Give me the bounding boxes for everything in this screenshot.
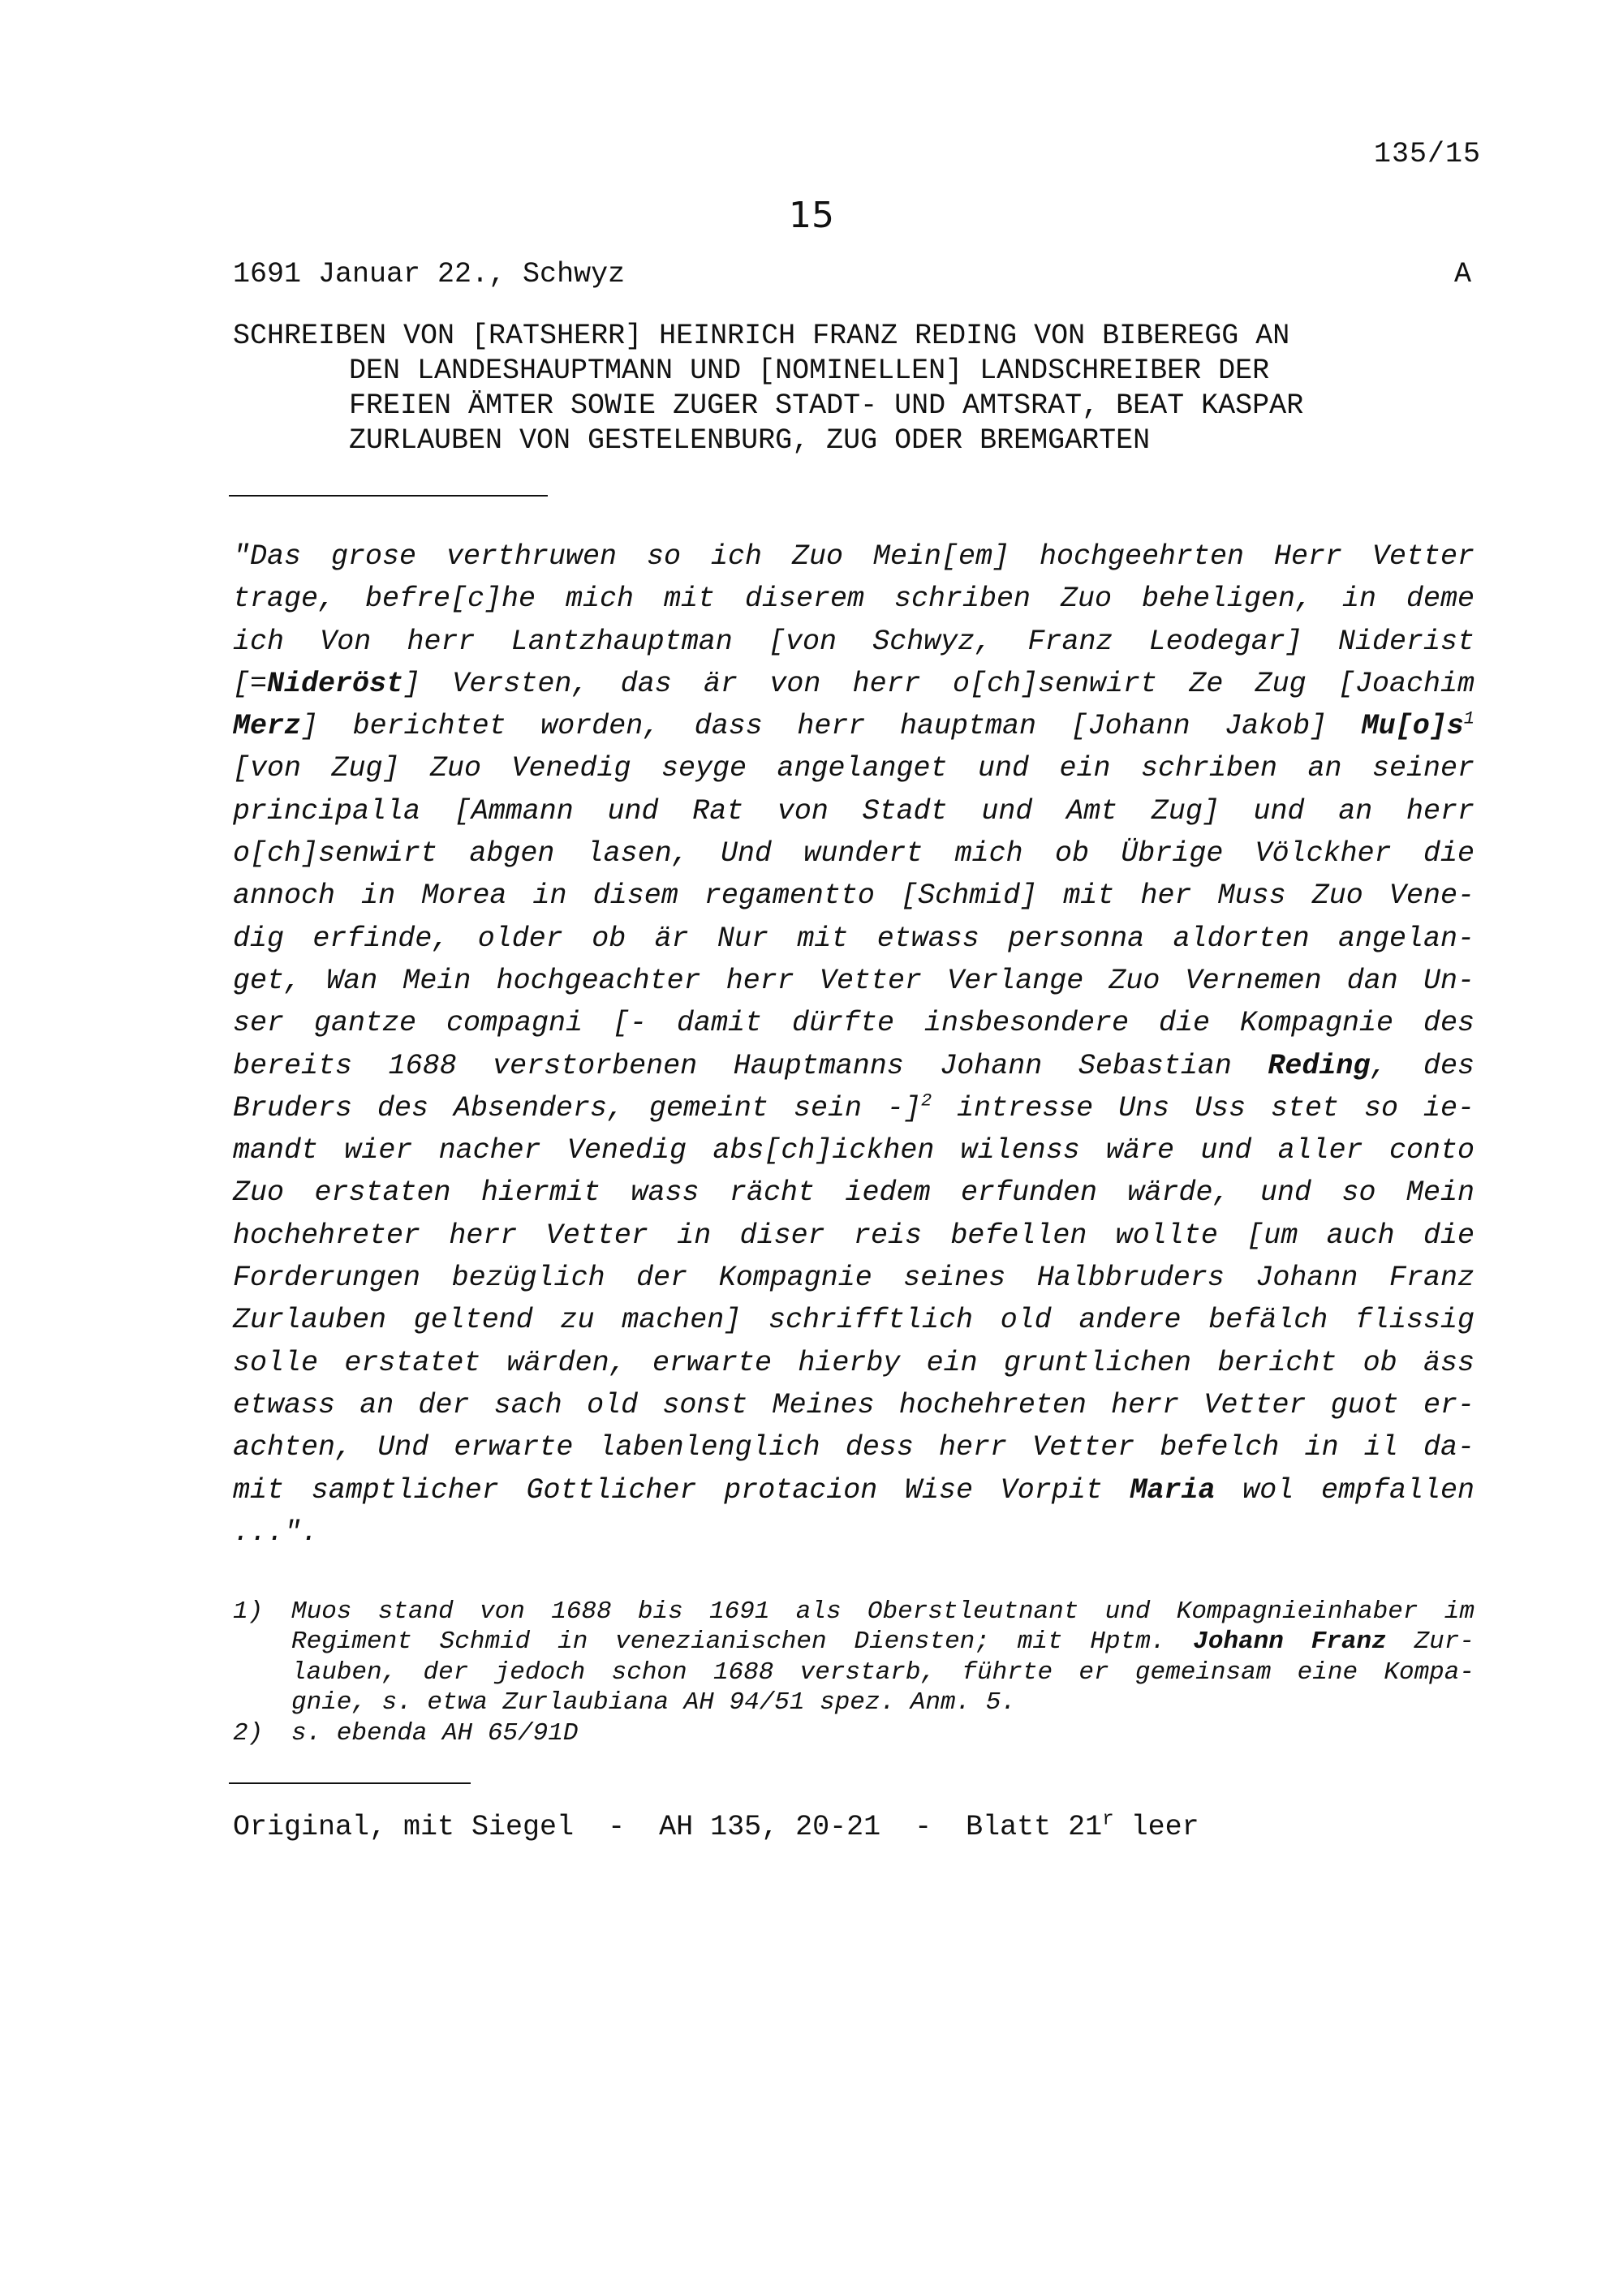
bold-name: Reding [1268,1049,1371,1082]
text-run: , des [1370,1049,1474,1082]
footnote-1-line: lauben, der jedoch schon 1688 verstarb, führte er gemeinsam eine Kompa- [291,1658,1474,1687]
superscript: r [1102,1808,1114,1831]
footnote-1-line [233,1597,1474,1627]
text-line: hochehreter herr Vetter in diser reis befellen wollte [um auch die [233,1219,1474,1252]
text-line: dig erfinde, older ob är Nur mit etwass personna aldorten angelan- [233,922,1474,955]
text-run: intresse Uns Uss stet so ie- [932,1091,1474,1124]
footnote-marker: 2) [233,1718,264,1748]
text-run: leer [1113,1811,1199,1843]
footnote-2-line [233,1718,1474,1748]
title-line: FREIEN ÄMTER SOWIE ZUGER STADT- UND AMTSRAT, BEAT KASPAR [349,389,1304,422]
text-run: Regiment Schmid in venezianischen Diensten; mit Hptm. [291,1627,1194,1657]
type-letter: A [1453,258,1471,290]
text-run: Zur- [1386,1627,1474,1657]
text-run: Bruders des Absenders, gemeint sein -] [233,1091,921,1124]
document-number: 15 [789,195,834,236]
bold-name: Merz [233,710,302,743]
text-line: trage, befre[c]he mich mit diserem schriben Zuo beheligen, in deme [233,583,1474,616]
bold-name: Maria [1130,1473,1216,1507]
text-line [233,1045,1474,1087]
text-line: [von Zug] Zuo Venedig seyge angelanget und ein schriben an seiner [233,752,1474,785]
text-line [233,705,1474,747]
title-divider [229,495,548,497]
text-line [233,1087,1474,1129]
text-run: Original, mit Siegel - AH 135, 20-21 - Blatt 21 [233,1811,1103,1843]
text-run: [= [233,667,268,700]
text-line: Forderungen bezüglich der Kompagnie seines Halbbruders Johann Franz [233,1262,1474,1295]
footnotes [233,1597,1474,1748]
title-line: DEN LANDESHAUPTMANN UND [NOMINELLEN] LANDSCHREIBER DER [349,355,1270,387]
text-line: annoch in Morea in disem regamentto [Schmid] mit her Muss Zuo Vene- [233,879,1474,913]
text-line [233,1469,1474,1511]
text-run: ] Versten, das är von herr o[ch]senwirt Ze Zug [Joachim [403,667,1474,700]
text-line: ich Von herr Lantzhauptman [von Schwyz, Franz Leodegar] Niderist [233,625,1474,658]
title-line: SCHREIBEN VON [RATSHERR] HEINRICH FRANZ REDING VON BIBEREGG AN [233,320,1290,352]
footnote-1-line: gnie, s. etwa Zurlaubiana AH 94/51 spez. Anm. 5. [291,1688,1016,1718]
text-line: o[ch]senwirt abgen lasen, Und wundert mich ob Übrige Völckher die [233,837,1474,871]
title-line: ZURLAUBEN VON GESTELENBURG, ZUG ODER BREMGARTEN [349,424,1151,457]
text-run: mit samptlicher Gottlicher protacion Wise Vorpit [233,1473,1130,1507]
text-run: ] berichtet worden, dass herr hauptman [Johann Jakob] [301,710,1362,743]
text-line: etwass an der sach old sonst Meines hochehreten herr Vetter guot er- [233,1388,1474,1421]
text-line: Zurlauben geltend zu machen] schrifftlich old andere befälch flissig [233,1304,1474,1337]
footnote-marker: 1) [233,1597,264,1626]
bold-name: Nideröst [267,667,404,700]
text-run: s. ebenda AH 65/91D [291,1718,579,1748]
text-line: ...". [233,1516,319,1549]
text-line: solle erstatet wärden, erwarte hierby ein gruntlichen bericht ob äss [233,1346,1474,1379]
date-place: 1691 Januar 22., Schwyz [233,258,626,290]
bold-name: Mu[o]s [1361,710,1464,743]
text-line [233,663,1474,705]
bold-name: Johann Franz [1193,1627,1387,1657]
footnote-ref: 1 [1463,708,1474,729]
text-line: Zuo erstaten hiermit wass rächt iedem erfunden wärde, und so Mein [233,1176,1474,1210]
text-line: principalla [Ammann und Rat von Stadt und Amt Zug] und an herr [233,794,1474,828]
text-line: achten, Und erwarte labenlenglich dess herr Vetter befelch in il da- [233,1431,1474,1464]
source-note [233,1808,1199,1843]
footnote-1-line [233,1627,1474,1657]
text-run: wol empfallen [1215,1473,1474,1507]
archive-reference: 135/15 [1373,138,1481,170]
document-title [233,319,1499,458]
text-line: ser gantze compagni [- damit dürfte insbesondere die Kompagnie des [233,1007,1474,1040]
text-run: bereits 1688 verstorbenen Hauptmanns Johann Sebastian [233,1049,1268,1082]
footnote-divider [229,1782,471,1784]
text-line: mandt wier nacher Venedig abs[ch]ickhen wilenss wäre und aller conto [233,1134,1474,1167]
text-line: "Das grose verthruwen so ich Zuo Mein[em] hochgeehrten Herr Vetter [233,540,1474,573]
text-line: get, Wan Mein hochgeachter herr Vetter Verlange Zuo Vernemen dan Un- [233,964,1474,997]
text-run: Muos stand von 1688 bis 1691 als Oberstleutnant und Kompagnieinhaber im [291,1597,1474,1626]
footnote-ref: 2 [920,1090,932,1111]
letter-transcription [233,535,1474,1554]
